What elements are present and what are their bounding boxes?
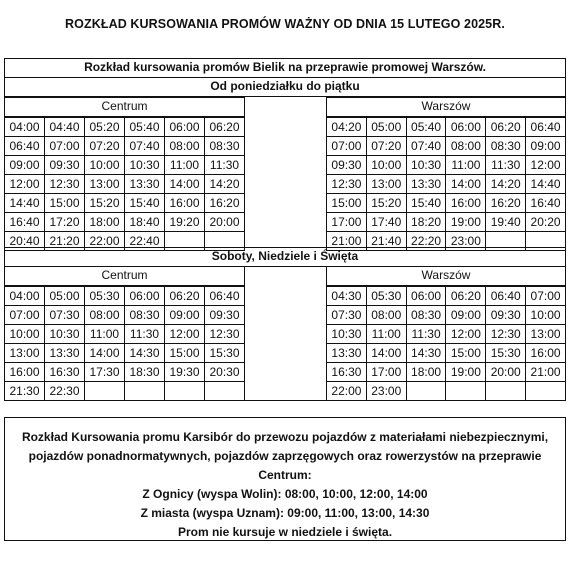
karsibor-notice xyxy=(4,417,566,541)
time-cell: 17:20 xyxy=(45,213,85,232)
time-cell: 23:00 xyxy=(446,232,486,251)
karsibor-line-4: Z Ognicy (wyspa Wolin): 08:00, 10:00, 12:00, 14:00 xyxy=(142,487,428,501)
time-cell: 14:00 xyxy=(85,344,125,363)
weekend-centrum-label: Centrum xyxy=(4,266,245,286)
time-cell: 11:00 xyxy=(366,325,406,344)
time-cell: 07:20 xyxy=(85,137,125,156)
time-cell: 22:00 xyxy=(327,382,367,401)
weekend-label: Soboty, Niedziele i Święta xyxy=(4,247,566,267)
time-cell: 16:20 xyxy=(486,194,526,213)
time-cell: 16:00 xyxy=(526,344,566,363)
time-cell: 09:30 xyxy=(205,306,245,325)
time-cell: 05:30 xyxy=(85,287,125,306)
time-cell: 08:30 xyxy=(205,137,245,156)
time-cell: 10:30 xyxy=(125,156,165,175)
time-cell xyxy=(125,382,165,401)
time-cell: 07:00 xyxy=(526,287,566,306)
weekend-centrum-table xyxy=(4,286,245,401)
time-cell: 11:00 xyxy=(85,325,125,344)
time-cell: 09:30 xyxy=(486,306,526,325)
time-cell: 13:00 xyxy=(5,344,45,363)
time-cell: 05:20 xyxy=(85,118,125,137)
time-cell: 17:30 xyxy=(85,363,125,382)
time-cell: 09:00 xyxy=(446,306,486,325)
time-cell xyxy=(486,382,526,401)
time-cell: 22:40 xyxy=(125,232,165,251)
time-cell: 23:00 xyxy=(366,382,406,401)
time-cell: 15:30 xyxy=(205,344,245,363)
time-cell: 06:00 xyxy=(446,118,486,137)
time-cell: 17:00 xyxy=(366,363,406,382)
time-cell: 07:00 xyxy=(5,306,45,325)
time-cell: 09:00 xyxy=(5,156,45,175)
table-row xyxy=(327,287,566,306)
time-cell: 14:20 xyxy=(205,175,245,194)
time-cell: 09:30 xyxy=(327,156,367,175)
time-cell: 15:40 xyxy=(406,194,446,213)
table-row xyxy=(327,306,566,325)
time-cell: 15:00 xyxy=(45,194,85,213)
time-cell: 22:30 xyxy=(45,382,85,401)
time-cell: 15:40 xyxy=(125,194,165,213)
time-cell: 15:20 xyxy=(366,194,406,213)
time-cell: 19:00 xyxy=(446,363,486,382)
time-cell: 06:40 xyxy=(205,287,245,306)
time-cell: 13:00 xyxy=(526,325,566,344)
table-row xyxy=(5,363,245,382)
time-cell: 06:00 xyxy=(406,287,446,306)
time-cell: 10:30 xyxy=(406,156,446,175)
time-cell: 13:30 xyxy=(406,175,446,194)
time-cell: 06:40 xyxy=(486,287,526,306)
time-cell: 14:00 xyxy=(165,175,205,194)
time-cell: 12:30 xyxy=(327,175,367,194)
time-cell: 16:00 xyxy=(5,363,45,382)
time-cell xyxy=(446,382,486,401)
time-cell: 14:30 xyxy=(406,344,446,363)
time-cell: 11:30 xyxy=(205,156,245,175)
time-cell: 19:00 xyxy=(446,213,486,232)
time-cell: 05:40 xyxy=(125,118,165,137)
time-cell: 22:20 xyxy=(406,232,446,251)
time-cell: 04:00 xyxy=(5,118,45,137)
table-row xyxy=(327,344,566,363)
time-cell: 10:00 xyxy=(366,156,406,175)
time-cell: 14:30 xyxy=(125,344,165,363)
time-cell: 08:00 xyxy=(446,137,486,156)
table-row xyxy=(327,213,566,232)
time-cell: 05:00 xyxy=(366,118,406,137)
table-row xyxy=(327,325,566,344)
time-cell: 13:00 xyxy=(366,175,406,194)
time-cell: 06:00 xyxy=(165,118,205,137)
time-cell: 11:30 xyxy=(406,325,446,344)
time-cell: 19:40 xyxy=(486,213,526,232)
time-cell: 07:20 xyxy=(366,137,406,156)
time-cell xyxy=(526,382,566,401)
time-cell: 13:30 xyxy=(327,344,367,363)
time-cell: 05:40 xyxy=(406,118,446,137)
table-row xyxy=(5,344,245,363)
time-cell: 19:20 xyxy=(165,213,205,232)
time-cell: 04:00 xyxy=(5,287,45,306)
time-cell: 12:30 xyxy=(486,325,526,344)
table-row xyxy=(327,175,566,194)
time-cell: 16:20 xyxy=(205,194,245,213)
time-cell xyxy=(165,382,205,401)
table-row xyxy=(5,137,245,156)
time-cell: 20:40 xyxy=(5,232,45,251)
time-cell: 07:40 xyxy=(125,137,165,156)
table-row xyxy=(327,363,566,382)
time-cell: 14:00 xyxy=(366,344,406,363)
time-cell: 18:00 xyxy=(85,213,125,232)
time-cell xyxy=(406,382,446,401)
time-cell: 12:00 xyxy=(446,325,486,344)
time-cell: 08:00 xyxy=(366,306,406,325)
time-cell: 14:40 xyxy=(5,194,45,213)
time-cell: 16:40 xyxy=(526,194,566,213)
time-cell: 04:20 xyxy=(327,118,367,137)
time-cell xyxy=(205,382,245,401)
table-row xyxy=(327,382,566,401)
time-cell: 17:00 xyxy=(327,213,367,232)
karsibor-line-3: Centrum: xyxy=(258,468,312,482)
table-row xyxy=(327,156,566,175)
page-title: ROZKŁAD KURSOWANIA PROMÓW WAŻNY OD DNIA 15 LUTEGO 2025R. xyxy=(65,17,505,31)
weekend-warszow-table xyxy=(326,286,566,401)
table-row xyxy=(5,287,245,306)
table-row xyxy=(5,306,245,325)
weekend-warszow-label: Warszów xyxy=(326,266,566,286)
time-cell: 18:00 xyxy=(406,363,446,382)
time-cell: 04:40 xyxy=(45,118,85,137)
time-cell: 10:30 xyxy=(327,325,367,344)
time-cell: 15:20 xyxy=(85,194,125,213)
time-cell: 08:30 xyxy=(406,306,446,325)
time-cell: 13:30 xyxy=(45,344,85,363)
time-cell: 21:00 xyxy=(526,363,566,382)
time-cell: 21:40 xyxy=(366,232,406,251)
time-cell: 07:00 xyxy=(45,137,85,156)
time-cell: 16:00 xyxy=(446,194,486,213)
time-cell xyxy=(85,382,125,401)
karsibor-line-5: Z miasta (wyspa Uznam): 09:00, 11:00, 13:00, 14:30 xyxy=(140,506,430,520)
karsibor-line-6: Prom nie kursuje w niedziele i święta. xyxy=(177,525,393,539)
time-cell: 14:00 xyxy=(446,175,486,194)
time-cell: 06:40 xyxy=(526,118,566,137)
time-cell: 08:30 xyxy=(486,137,526,156)
time-cell: 17:40 xyxy=(366,213,406,232)
time-cell: 21:20 xyxy=(45,232,85,251)
time-cell: 07:30 xyxy=(327,306,367,325)
time-cell: 10:00 xyxy=(5,325,45,344)
time-cell: 05:00 xyxy=(45,287,85,306)
time-cell: 19:30 xyxy=(165,363,205,382)
time-cell: 06:20 xyxy=(486,118,526,137)
karsibor-line-1: Rozkład Kursowania promu Karsibór do przewozu pojazdów z materiałami niebezpiecznymi, xyxy=(21,430,549,444)
time-cell: 20:20 xyxy=(526,213,566,232)
weekday-warszow-table xyxy=(326,117,566,251)
table-row xyxy=(5,156,245,175)
time-cell: 13:30 xyxy=(125,175,165,194)
weekday-centrum-label: Centrum xyxy=(4,97,245,117)
time-cell: 12:30 xyxy=(45,175,85,194)
time-cell: 20:00 xyxy=(486,363,526,382)
time-cell: 14:20 xyxy=(486,175,526,194)
time-cell: 12:30 xyxy=(205,325,245,344)
time-cell: 08:00 xyxy=(85,306,125,325)
time-cell: 06:00 xyxy=(125,287,165,306)
time-cell: 16:30 xyxy=(45,363,85,382)
time-cell: 11:00 xyxy=(165,156,205,175)
time-cell: 09:30 xyxy=(45,156,85,175)
time-cell: 11:00 xyxy=(446,156,486,175)
table-row xyxy=(5,118,245,137)
time-cell: 18:40 xyxy=(125,213,165,232)
time-cell: 21:30 xyxy=(5,382,45,401)
time-cell: 05:30 xyxy=(366,287,406,306)
table-row xyxy=(327,194,566,213)
time-cell: 15:00 xyxy=(165,344,205,363)
table-row xyxy=(5,382,245,401)
time-cell: 06:40 xyxy=(5,137,45,156)
table-row xyxy=(5,325,245,344)
time-cell: 10:00 xyxy=(85,156,125,175)
time-cell: 12:00 xyxy=(165,325,205,344)
bielik-header: Rozkład kursowania promów Bielik na przeprawie promowej Warszów. xyxy=(4,58,566,78)
table-row xyxy=(327,118,566,137)
time-cell: 18:20 xyxy=(406,213,446,232)
time-cell: 15:00 xyxy=(327,194,367,213)
time-cell: 06:20 xyxy=(446,287,486,306)
time-cell: 10:30 xyxy=(45,325,85,344)
table-row xyxy=(5,175,245,194)
time-cell: 06:20 xyxy=(205,118,245,137)
table-row xyxy=(5,194,245,213)
time-cell: 13:00 xyxy=(85,175,125,194)
time-cell: 07:30 xyxy=(45,306,85,325)
time-cell: 08:30 xyxy=(125,306,165,325)
time-cell: 21:00 xyxy=(327,232,367,251)
time-cell: 15:30 xyxy=(486,344,526,363)
time-cell: 08:00 xyxy=(165,137,205,156)
time-cell: 04:30 xyxy=(327,287,367,306)
table-row xyxy=(5,213,245,232)
time-cell: 07:40 xyxy=(406,137,446,156)
time-cell: 18:30 xyxy=(125,363,165,382)
time-cell: 09:00 xyxy=(165,306,205,325)
time-cell: 20:00 xyxy=(205,213,245,232)
karsibor-line-2: pojazdów ponadnormatywnych, pojazdów zaprzęgowych oraz rowerzystów na przeprawie xyxy=(28,449,542,463)
time-cell: 16:00 xyxy=(165,194,205,213)
time-cell: 09:00 xyxy=(526,137,566,156)
time-cell: 22:00 xyxy=(85,232,125,251)
time-cell: 06:20 xyxy=(165,287,205,306)
time-cell: 16:40 xyxy=(5,213,45,232)
time-cell: 07:00 xyxy=(327,137,367,156)
time-cell: 12:00 xyxy=(526,156,566,175)
time-cell: 12:00 xyxy=(5,175,45,194)
time-cell: 20:30 xyxy=(205,363,245,382)
weekday-warszow-label: Warszów xyxy=(326,97,566,117)
time-cell: 10:00 xyxy=(526,306,566,325)
time-cell: 11:30 xyxy=(125,325,165,344)
weekday-centrum-table xyxy=(4,117,245,251)
table-row xyxy=(327,137,566,156)
time-cell: 16:30 xyxy=(327,363,367,382)
weekday-label: Od poniedziałku do piątku xyxy=(4,77,566,97)
time-cell: 14:40 xyxy=(526,175,566,194)
time-cell: 15:00 xyxy=(446,344,486,363)
time-cell: 11:30 xyxy=(486,156,526,175)
